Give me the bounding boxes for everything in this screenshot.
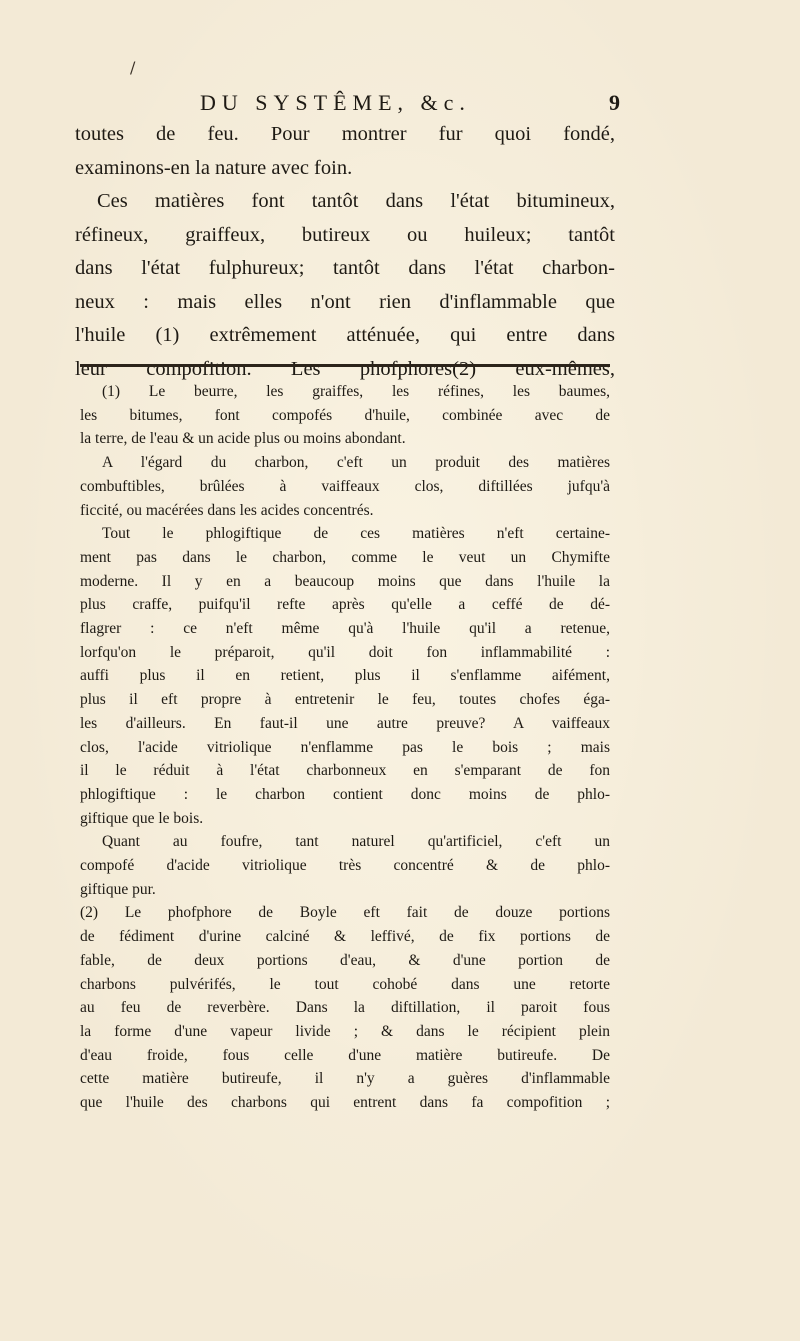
page-number: 9 [609, 90, 620, 115]
footnote-line: flagrer : ce n'eft même qu'à l'huile qu'il a retenue, [80, 620, 610, 638]
footnote-line: lorfqu'on le préparoit, qu'il doit fon inflammabilité : [80, 643, 610, 661]
main-text-line: examinons-en la nature avec foin. [75, 156, 353, 179]
footnote-line: au feu de reverbère. Dans la diftillation, il paroit fous [80, 999, 610, 1017]
footnote-line: que l'huile des charbons qui entrent dans fa compofition ; [80, 1094, 610, 1112]
footnote-line: ment pas dans le charbon, comme le veut un Chymifte [80, 548, 610, 566]
footnote-line: (1) Le beurre, les graiffes, les réfines, les baumes, [102, 383, 610, 400]
main-text [75, 118, 615, 386]
footnote-line: plus craffe, puifqu'il refte après qu'elle a ceffé de dé- [80, 596, 610, 614]
footnote-line: moderne. Il y en a beaucoup moins que dans l'huile la [80, 572, 610, 590]
footnote-line: charbons pulvérifés, le tout cohobé dans une retorte [80, 975, 610, 993]
footnote-line: d'eau froide, fous celle d'une matière butireufe. De [80, 1046, 610, 1064]
stray-mark: / [130, 58, 136, 77]
main-text-line: neux : mais elles n'ont rien d'inflammable que [75, 290, 615, 313]
main-text-line: réfineux, graiffeux, butireux ou huileux; tantôt [75, 223, 615, 246]
footnote-line: giftique pur. [80, 880, 156, 898]
footnote-line: Quant au foufre, tant naturel qu'artificiel, c'eft un [102, 833, 610, 851]
footnote-line: Tout le phlogiftique de ces matières n'eft certaine- [102, 525, 610, 543]
footnote-line: il le réduit à l'état charbonneux en s'emparant de fon [80, 762, 610, 780]
footnote-line: phlogiftique : le charbon contient donc moins de phlo- [80, 785, 610, 803]
main-text-line: dans l'état fulphureux; tantôt dans l'état charbon- [75, 257, 615, 279]
footnote-line: la terre, de l'eau & un acide plus ou moins abondant. [80, 430, 406, 448]
footnote-divider [80, 364, 610, 367]
main-text-line: l'huile (1) extrêmement atténuée, qui entre dans [75, 324, 615, 346]
main-text-line: toutes de feu. Pour montrer fur quoi fondé, [75, 123, 615, 145]
footnote-line: ficcité, ou macérées dans les acides concentrés. [80, 501, 374, 519]
footnote-line: compofé d'acide vitriolique très concentré & de phlo- [80, 857, 610, 875]
footnote-line: fable, de deux portions d'eau, & d'une portion de [80, 951, 610, 969]
footnote-line: combuftibles, brûlées à vaiffeaux clos, diftillées jufqu'à [80, 477, 610, 495]
footnote-line: de fédiment d'urine calciné & leffivé, de fix portions de [80, 928, 610, 946]
footnote-line: les d'ailleurs. En faut-il une autre preuve? A vaiffeaux [80, 714, 610, 732]
main-text-line: leur compofition. Les phofphores(2) eux-mêmes, [75, 357, 615, 380]
footnote-line: les bitumes, font compofés d'huile, combinée avec de [80, 406, 610, 424]
footnote-line: giftique que le bois. [80, 809, 204, 827]
footnote-line: (2) Le phofphore de Boyle eft fait de douze portions [80, 904, 610, 922]
footnote-line: auffi plus il en retient, plus il s'enflamme aifément, [80, 667, 610, 685]
footnote-line: A l'égard du charbon, c'eft un produit des matières [102, 454, 610, 472]
footnotes [80, 380, 610, 1115]
main-text-line: Ces matières font tantôt dans l'état bitumineux, [97, 190, 615, 212]
footnote-line: la forme d'une vapeur livide ; & dans le récipient plein [80, 1022, 610, 1040]
footnote-line: clos, l'acide vitriolique n'enflamme pas le bois ; mais [80, 738, 610, 756]
running-head: DU SYSTÊME, &c. [200, 90, 471, 115]
footnote-line: plus il eft propre à entretenir le feu, toutes chofes éga- [80, 691, 610, 709]
footnote-line: cette matière butireufe, il n'y a guères d'inflammable [80, 1070, 610, 1088]
